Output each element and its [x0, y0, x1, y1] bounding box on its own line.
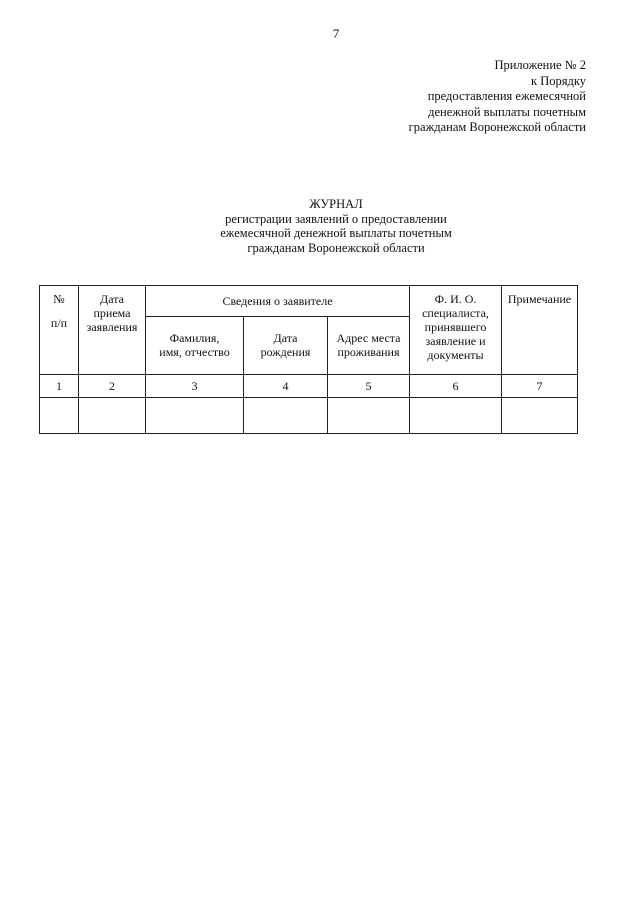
table-cell [410, 398, 502, 434]
appendix-line: денежной выплаты почетным [428, 104, 586, 119]
column-number: 3 [146, 375, 244, 398]
appendix-line: предоставления ежемесячной [427, 89, 586, 103]
column-number: 7 [502, 375, 578, 398]
column-number: 5 [328, 375, 410, 398]
page-number: 7 [332, 26, 340, 41]
title-heading: ЖУРНАЛ [309, 197, 363, 211]
appendix-line: к Порядку [531, 73, 586, 88]
header-applicant-info: Сведения о заявителе [146, 286, 410, 317]
header-note: Примечание [502, 286, 578, 375]
title-line: гражданам Воронежской области [247, 240, 425, 255]
header-date-received: Дата приема заявления [79, 286, 146, 375]
table-cell [328, 398, 410, 434]
column-number: 1 [40, 375, 79, 398]
header-specialist: Ф. И. О. специалиста, принявшего заявление и документы [410, 286, 502, 375]
column-number: 2 [79, 375, 146, 398]
header-full-name: Фамилия, имя, отчество [146, 316, 244, 374]
column-number-row [40, 375, 578, 398]
header-row-top [40, 286, 578, 317]
header-number: № п/п [40, 286, 79, 375]
table-cell [79, 398, 146, 434]
appendix-line: Приложение № 2 [494, 58, 586, 72]
column-number: 4 [244, 375, 328, 398]
header-birth-date: Дата рождения [244, 316, 328, 374]
table-cell [40, 398, 79, 434]
header-address: Адрес места проживания [328, 316, 410, 374]
journal-table [39, 285, 578, 434]
appendix-line: гражданам Воронежской области [408, 120, 586, 134]
column-number: 6 [410, 375, 502, 398]
table-cell [502, 398, 578, 434]
table-cell [146, 398, 244, 434]
title-line: ежемесячной денежной выплаты почетным [220, 226, 452, 240]
document-title [0, 197, 640, 255]
table-cell [244, 398, 328, 434]
table-row [40, 398, 578, 434]
title-line: регистрации заявлений о предоставлении [225, 211, 447, 226]
appendix-header [409, 58, 586, 136]
